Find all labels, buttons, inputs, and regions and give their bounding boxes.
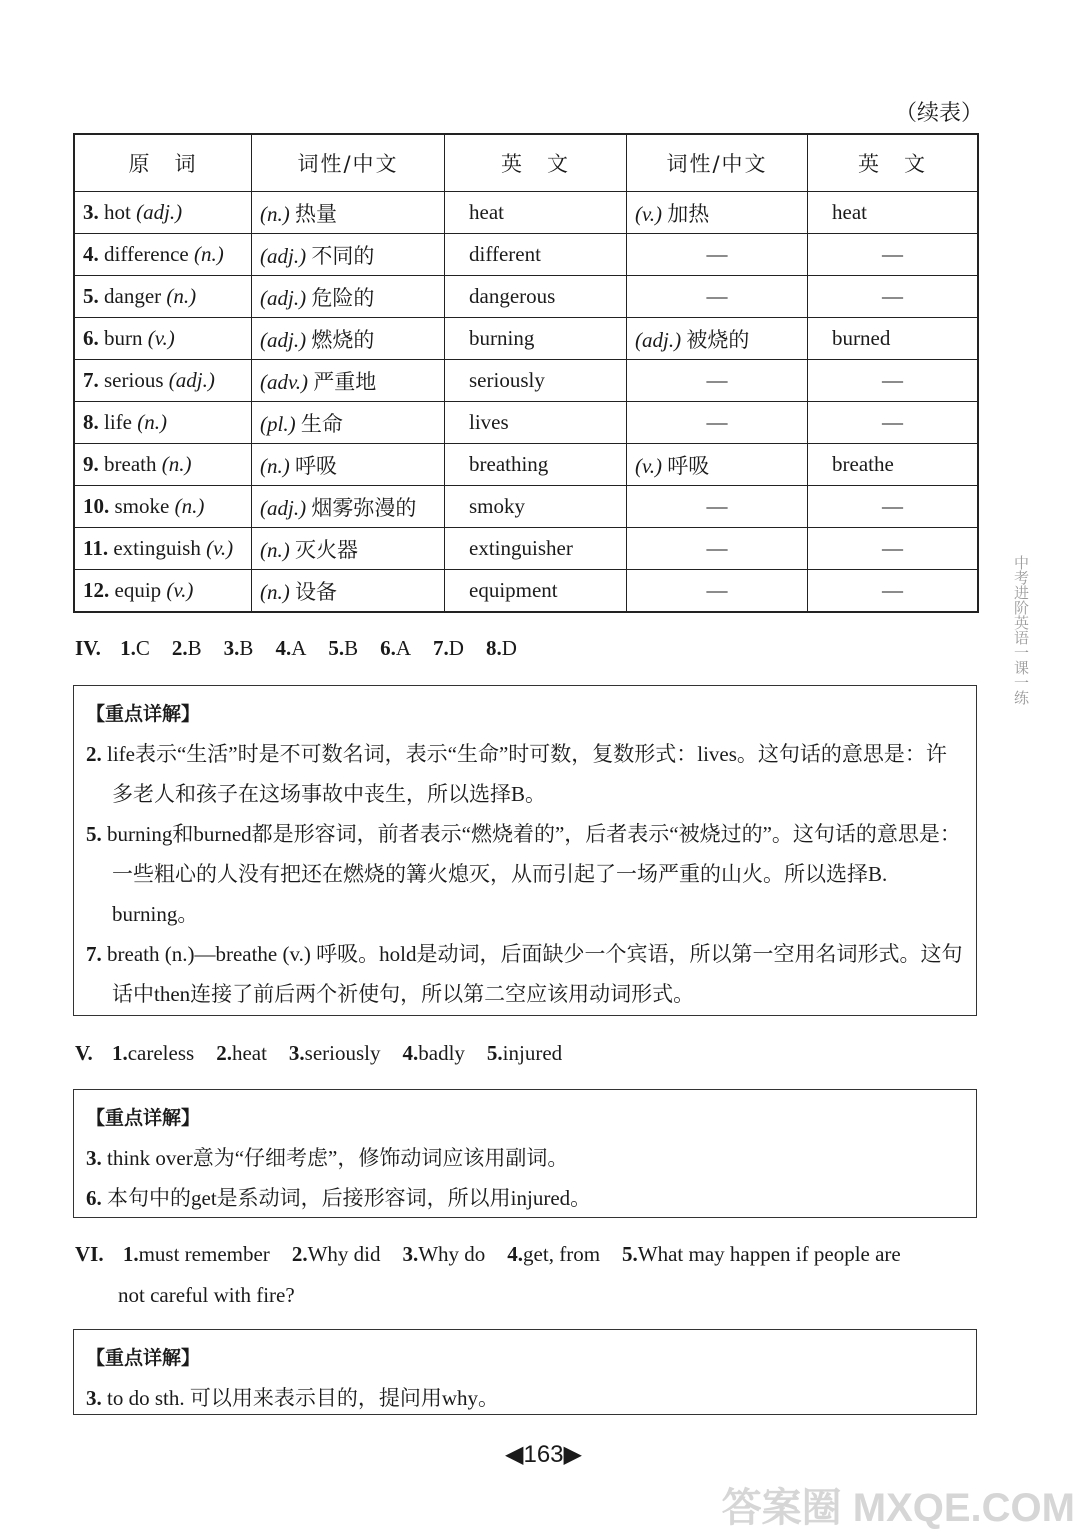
answer-item — [487, 1041, 562, 1065]
answer-item — [224, 636, 254, 660]
original-word: life — [104, 410, 132, 434]
part-of-speech: (adj.) — [260, 495, 307, 520]
cell-pos-chinese-1 — [252, 486, 445, 528]
original-word: danger — [104, 284, 162, 308]
original-word: breath — [104, 452, 157, 476]
answer-number: 1. — [111, 1041, 128, 1065]
answer-item — [216, 1041, 267, 1065]
header-original-word: 原 词 — [74, 134, 252, 192]
cell-english-1: seriously — [445, 360, 627, 402]
answer-item — [172, 636, 202, 660]
answer-item — [403, 1041, 465, 1065]
table-row — [74, 570, 978, 613]
cell-original-word — [74, 570, 252, 613]
part-of-speech: (n.) — [193, 242, 224, 266]
answer-number: 3. — [402, 1242, 419, 1266]
cell-original-word — [74, 276, 252, 318]
side-book-title: 中考进阶英语一课一练 — [1012, 555, 1030, 705]
note-text: think over意为“仔细考虑”，修饰动词应该用副词。 — [107, 1146, 569, 1170]
table-row — [74, 234, 978, 276]
cell-original-word — [74, 402, 252, 444]
cell-english-1: different — [445, 234, 627, 276]
cell-pos-chinese-1 — [252, 444, 445, 486]
part-of-speech: (n.) — [260, 537, 290, 562]
cell-pos-chinese-1 — [252, 234, 445, 276]
answer-value: injured — [502, 1041, 563, 1065]
note-text: burning和burned都是形容词，前者表示“燃烧着的”，后者表示“被烧过的”。这句话的意思是：一些粗心的人没有把还在燃烧的篝火熄灭，从而引起了一场严重的山火。所以选择B. burning。 — [107, 822, 961, 926]
cell-pos-chinese-2 — [627, 570, 808, 613]
row-number: 5. — [83, 284, 99, 308]
row-number: 6. — [83, 326, 99, 350]
chinese-meaning: — — [706, 536, 728, 560]
answer-item — [433, 636, 464, 660]
original-word: hot — [104, 200, 131, 224]
cell-pos-chinese-2 — [627, 528, 808, 570]
section-vi-answer5-continuation: not careful with fire? — [118, 1283, 295, 1307]
cell-pos-chinese-1 — [252, 318, 445, 360]
part-of-speech: (pl.) — [260, 411, 296, 436]
chinese-meaning: 不同的 — [311, 243, 375, 268]
row-number: 4. — [83, 242, 99, 266]
section-v-answers — [75, 1041, 584, 1066]
answer-number: 2. — [291, 1242, 308, 1266]
table-row — [74, 318, 978, 360]
chinese-meaning: — — [706, 578, 728, 602]
answer-value: heat — [231, 1041, 267, 1065]
answer-value: careless — [127, 1041, 195, 1065]
page-number: ◀163▶ — [505, 1441, 582, 1468]
answer-value: Why did — [307, 1242, 381, 1266]
cell-pos-chinese-2 — [627, 318, 808, 360]
cell-original-word — [74, 192, 252, 234]
answer-value: Why do — [418, 1242, 486, 1266]
cell-english-2: — — [808, 234, 979, 276]
answer-value: A — [395, 636, 412, 660]
answer-number: 5. — [486, 1041, 503, 1065]
answer-value: B — [187, 636, 202, 660]
cell-english-1: smoky — [445, 486, 627, 528]
cell-english-2: heat — [808, 192, 979, 234]
chinese-meaning: 生命 — [300, 411, 343, 436]
answer-value: What may happen if people are — [637, 1242, 901, 1266]
chinese-meaning: 燃烧的 — [311, 327, 375, 352]
cell-pos-chinese-1 — [252, 192, 445, 234]
chinese-meaning: 烟雾弥漫的 — [311, 495, 417, 520]
part-of-speech: (adj.) — [260, 243, 307, 268]
answer-number: 2. — [171, 636, 188, 660]
chinese-meaning: 被烧的 — [686, 327, 750, 352]
cell-english-1: dangerous — [445, 276, 627, 318]
header-pos-chinese-1: 词性/中文 — [252, 134, 445, 192]
cell-pos-chinese-2 — [627, 234, 808, 276]
row-number: 10. — [83, 494, 110, 518]
cell-pos-chinese-2 — [627, 192, 808, 234]
cell-pos-chinese-2 — [627, 276, 808, 318]
chinese-meaning: — — [706, 242, 728, 266]
note-paragraph — [86, 1378, 964, 1418]
answer-item — [507, 1242, 600, 1266]
section-iv-answers — [75, 636, 539, 661]
cell-english-1: heat — [445, 192, 627, 234]
header-pos-chinese-2: 词性/中文 — [627, 134, 808, 192]
vocabulary-table — [73, 133, 979, 613]
section-vi-answers — [75, 1242, 923, 1267]
original-word: serious — [104, 368, 164, 392]
section-vi-notes — [73, 1329, 977, 1415]
continued-label: （续表） — [894, 101, 983, 126]
answer-number: 4. — [402, 1041, 419, 1065]
chinese-meaning: 危险的 — [311, 285, 375, 310]
answer-item — [275, 636, 306, 660]
table-row — [74, 528, 978, 570]
cell-original-word — [74, 318, 252, 360]
row-number: 11. — [83, 536, 109, 560]
cell-pos-chinese-2 — [627, 444, 808, 486]
cell-english-2: — — [808, 486, 979, 528]
cell-english-2: — — [808, 402, 979, 444]
part-of-speech: (n.) — [174, 494, 205, 518]
part-of-speech: (adj.) — [635, 327, 682, 352]
note-text: to do sth. 可以用来表示目的，提问用why。 — [107, 1386, 500, 1410]
row-number: 3. — [83, 200, 99, 224]
answer-number: 1. — [122, 1242, 139, 1266]
header-english-1: 英 文 — [445, 134, 627, 192]
cell-pos-chinese-1 — [252, 402, 445, 444]
table-row — [74, 192, 978, 234]
answer-item — [622, 1242, 901, 1266]
answer-item — [289, 1041, 381, 1065]
chinese-meaning: 热量 — [295, 201, 337, 226]
part-of-speech: (adj.) — [168, 368, 215, 392]
chinese-meaning: 加热 — [667, 201, 710, 226]
chinese-meaning: — — [706, 410, 728, 434]
answer-number: 8. — [485, 636, 502, 660]
section-v-notes — [73, 1089, 977, 1218]
cell-english-1: breathing — [445, 444, 627, 486]
answer-item — [292, 1242, 381, 1266]
cell-english-2: — — [808, 570, 979, 613]
row-number: 12. — [83, 578, 110, 602]
table-header-row — [74, 134, 978, 192]
answer-number: 7. — [433, 636, 449, 660]
part-of-speech: (n.) — [260, 201, 290, 226]
answer-number: 4. — [507, 1242, 524, 1266]
note-number: 7. — [86, 942, 102, 966]
note-number: 3. — [86, 1386, 102, 1410]
answer-item — [402, 1242, 485, 1266]
chinese-meaning: 灭火器 — [295, 537, 358, 562]
part-of-speech: (adj.) — [260, 285, 307, 310]
answer-number: 6. — [380, 636, 396, 660]
answer-value: D — [448, 636, 464, 660]
answer-number: 4. — [275, 636, 292, 660]
cell-english-2: — — [808, 528, 979, 570]
chinese-meaning: 设备 — [295, 579, 337, 604]
table-row — [74, 486, 978, 528]
original-word: smoke — [114, 494, 170, 518]
note-number: 2. — [86, 742, 102, 766]
cell-english-1: equipment — [445, 570, 627, 613]
original-word: equip — [114, 578, 162, 602]
cell-original-word — [74, 486, 252, 528]
section-label: VI. — [75, 1242, 104, 1266]
part-of-speech: (v.) — [635, 453, 662, 478]
note-number: 3. — [86, 1146, 102, 1170]
watermark: 答案圈 MXQE.COM — [721, 1486, 1075, 1530]
answer-value: D — [501, 636, 517, 660]
chinese-meaning: 呼吸 — [667, 453, 710, 478]
cell-original-word — [74, 528, 252, 570]
original-word: burn — [104, 326, 143, 350]
table-row — [74, 276, 978, 318]
cell-pos-chinese-1 — [252, 528, 445, 570]
note-paragraph — [86, 1138, 964, 1178]
notes-title: 【重点详解】 — [86, 1107, 201, 1129]
answer-value: get, from — [523, 1242, 601, 1266]
note-paragraph — [86, 934, 964, 1014]
answer-number: 5. — [622, 1242, 638, 1266]
answer-value: A — [291, 636, 307, 660]
cell-english-1: lives — [445, 402, 627, 444]
answer-item — [328, 636, 358, 660]
note-number: 5. — [86, 822, 102, 846]
part-of-speech: (n.) — [161, 452, 192, 476]
answer-value: C — [135, 636, 150, 660]
cell-pos-chinese-1 — [252, 360, 445, 402]
cell-english-2: — — [808, 360, 979, 402]
answer-item — [120, 636, 150, 660]
cell-pos-chinese-2 — [627, 402, 808, 444]
cell-english-2: — — [808, 276, 979, 318]
part-of-speech: (v.) — [206, 536, 234, 560]
cell-original-word — [74, 234, 252, 276]
chinese-meaning: 严重地 — [313, 369, 377, 394]
original-word: difference — [104, 242, 189, 266]
note-text: 本句中的get是系动词，后接形容词，所以用injured。 — [107, 1186, 592, 1210]
note-paragraph — [86, 814, 964, 934]
note-paragraph — [86, 734, 964, 814]
note-text: breath (n.)—breathe (v.) 呼吸。hold是动词，后面缺少一个宾语，所以第一空用名词形式。这句话中then连接了前后两个祈使句，所以第二空应该用动词形式。 — [107, 942, 963, 1006]
answer-number: 5. — [328, 636, 345, 660]
part-of-speech: (n.) — [260, 579, 290, 604]
part-of-speech: (n.) — [166, 284, 197, 308]
chinese-meaning: — — [706, 368, 728, 392]
note-paragraph — [86, 1178, 964, 1218]
table-row — [74, 360, 978, 402]
note-number: 6. — [86, 1186, 102, 1210]
answer-value: B — [239, 636, 254, 660]
answer-number: 1. — [120, 636, 136, 660]
part-of-speech: (v.) — [166, 578, 194, 602]
part-of-speech: (n.) — [260, 453, 290, 478]
part-of-speech: (v.) — [635, 201, 662, 226]
answer-number: 2. — [216, 1041, 232, 1065]
cell-pos-chinese-2 — [627, 360, 808, 402]
answer-number: 3. — [288, 1041, 305, 1065]
cell-original-word — [74, 360, 252, 402]
chinese-meaning: — — [706, 494, 728, 518]
cell-pos-chinese-1 — [252, 276, 445, 318]
cell-english-2: breathe — [808, 444, 979, 486]
answer-item — [380, 636, 411, 660]
answer-value: badly — [418, 1041, 465, 1065]
cell-english-1: extinguisher — [445, 528, 627, 570]
answer-value: must remember — [138, 1242, 270, 1266]
part-of-speech: (adj.) — [136, 200, 183, 224]
answer-value: B — [344, 636, 359, 660]
section-label: IV. — [75, 636, 101, 660]
row-number: 8. — [83, 410, 99, 434]
chinese-meaning: — — [706, 284, 728, 308]
part-of-speech: (v.) — [147, 326, 175, 350]
part-of-speech: (adj.) — [260, 327, 307, 352]
notes-title: 【重点详解】 — [86, 703, 201, 725]
row-number: 9. — [83, 452, 99, 476]
header-english-2: 英 文 — [808, 134, 979, 192]
cell-original-word — [74, 444, 252, 486]
part-of-speech: (adv.) — [260, 369, 308, 394]
answer-item — [123, 1242, 270, 1266]
original-word: extinguish — [113, 536, 201, 560]
table-row — [74, 402, 978, 444]
section-label: V. — [75, 1041, 93, 1065]
cell-pos-chinese-1 — [252, 570, 445, 613]
table-row — [74, 444, 978, 486]
answer-item — [112, 1041, 194, 1065]
cell-pos-chinese-2 — [627, 486, 808, 528]
chinese-meaning: 呼吸 — [295, 453, 337, 478]
answer-value: seriously — [304, 1041, 381, 1065]
row-number: 7. — [83, 368, 99, 392]
cell-english-1: burning — [445, 318, 627, 360]
section-iv-notes — [73, 685, 977, 1016]
part-of-speech: (n.) — [137, 410, 167, 434]
answer-number: 3. — [223, 636, 240, 660]
answer-item — [486, 636, 517, 660]
notes-title: 【重点详解】 — [86, 1347, 201, 1369]
cell-english-2: burned — [808, 318, 979, 360]
note-text: life表示“生活”时是不可数名词，表示“生命”时可数，复数形式：lives。这句话的意思是：许多老人和孩子在这场事故中丧生，所以选择B。 — [107, 742, 947, 806]
